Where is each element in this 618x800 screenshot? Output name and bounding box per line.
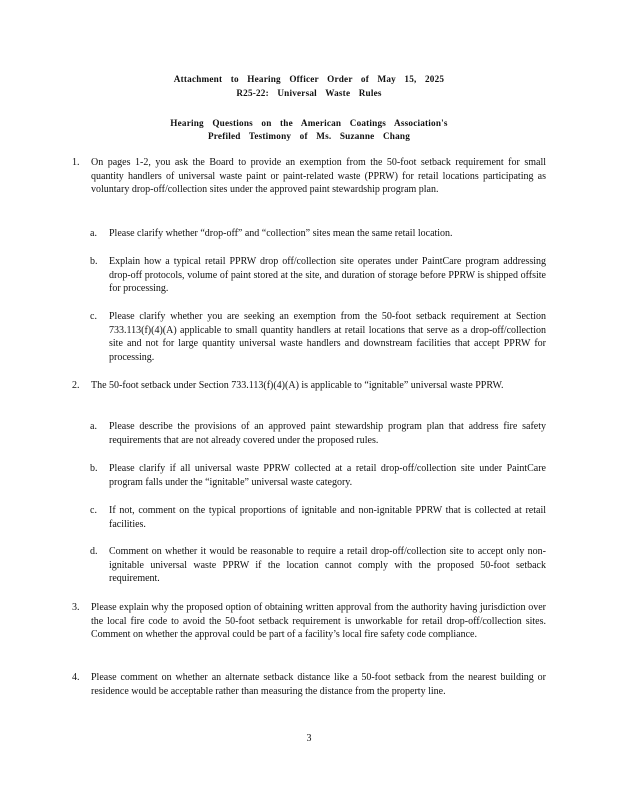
question-number: 3.: [72, 602, 80, 613]
sub-question-text: Please describe the provisions of an approved paint stewardship program plan that address fire safety requirements that are not already covered under the proposed rules.: [109, 421, 546, 446]
question-text: Please explain why the proposed option of obtaining written approval from the authority having jurisdiction over the local fire code to avoid the 50-foot setback requirement is unworkable for retail drop-off/collection sites. Comment on whether the approval could be part of a facility’s local fire safety code compliance.: [91, 602, 546, 641]
question-number: 4.: [72, 672, 80, 683]
sub-question-text: Explain how a typical retail PPRW drop off/collection site operates under PaintCare program addressing drop-off protocols, volume of paint stored at the site, and duration of storage before PPRW is shipped offsite for processing.: [109, 256, 546, 295]
sub-question-text: If not, comment on the typical proportions of ignitable and non-ignitable PPRW that is collected at retail facilities.: [109, 505, 546, 530]
header-line-1: Attachment to Hearing Officer Order of May 15, 2025: [173, 74, 445, 84]
sub-question-letter: b.: [90, 463, 98, 474]
sub-question-letter: d.: [90, 546, 98, 557]
header-line-3: Hearing Questions on the American Coatings Association's: [170, 118, 448, 128]
sub-question-text: Comment on whether it would be reasonable to require a retail drop-off/collection site to accept only non-ignitable universal waste PPRW if the location cannot comply with the proposed 50-foot setback requirement.: [109, 546, 546, 585]
header-line-4: Prefiled Testimony of Ms. Suzanne Chang: [208, 131, 410, 141]
page-number: 3: [306, 733, 312, 744]
question-number: 1.: [72, 157, 80, 168]
sub-question-letter: a.: [90, 421, 97, 432]
sub-question-letter: c.: [90, 311, 97, 322]
sub-question-letter: c.: [90, 505, 97, 516]
question-text: On pages 1-2, you ask the Board to provide an exemption from the 50-foot setback requirement for small quantity handlers of universal waste paint or paint-related waste (PPRW) for retail locations participating as voluntary drop-off/collection sites under the approved paint stewardship program plan.: [91, 157, 546, 196]
sub-question-letter: b.: [90, 256, 98, 267]
sub-question-text: Please clarify whether you are seeking an exemption from the 50-foot setback requirement at Section 733.113(f)(4)(A) applicable to small quantity handlers at retail locations that serve as a drop-off/collection site and not for large quantity universal waste handlers and downstream facilities that accept PPRW for processing.: [109, 311, 546, 363]
question-number: 2.: [72, 380, 80, 391]
question-text: The 50-foot setback under Section 733.113(f)(4)(A) is applicable to “ignitable” universal waste PPRW.: [91, 380, 504, 391]
sub-question-text: Please clarify if all universal waste PPRW collected at a retail drop-off/collection site under PaintCare program falls under the “ignitable” universal waste category.: [109, 463, 546, 488]
question-text: Please comment on whether an alternate setback distance like a 50-foot setback from the nearest building or residence would be acceptable rather than measuring the distance from the property line.: [91, 672, 546, 697]
header-line-2: R25-22: Universal Waste Rules: [236, 88, 382, 98]
sub-question-letter: a.: [90, 228, 97, 239]
sub-question-text: Please clarify whether “drop-off” and “collection” sites mean the same retail location.: [109, 228, 453, 239]
